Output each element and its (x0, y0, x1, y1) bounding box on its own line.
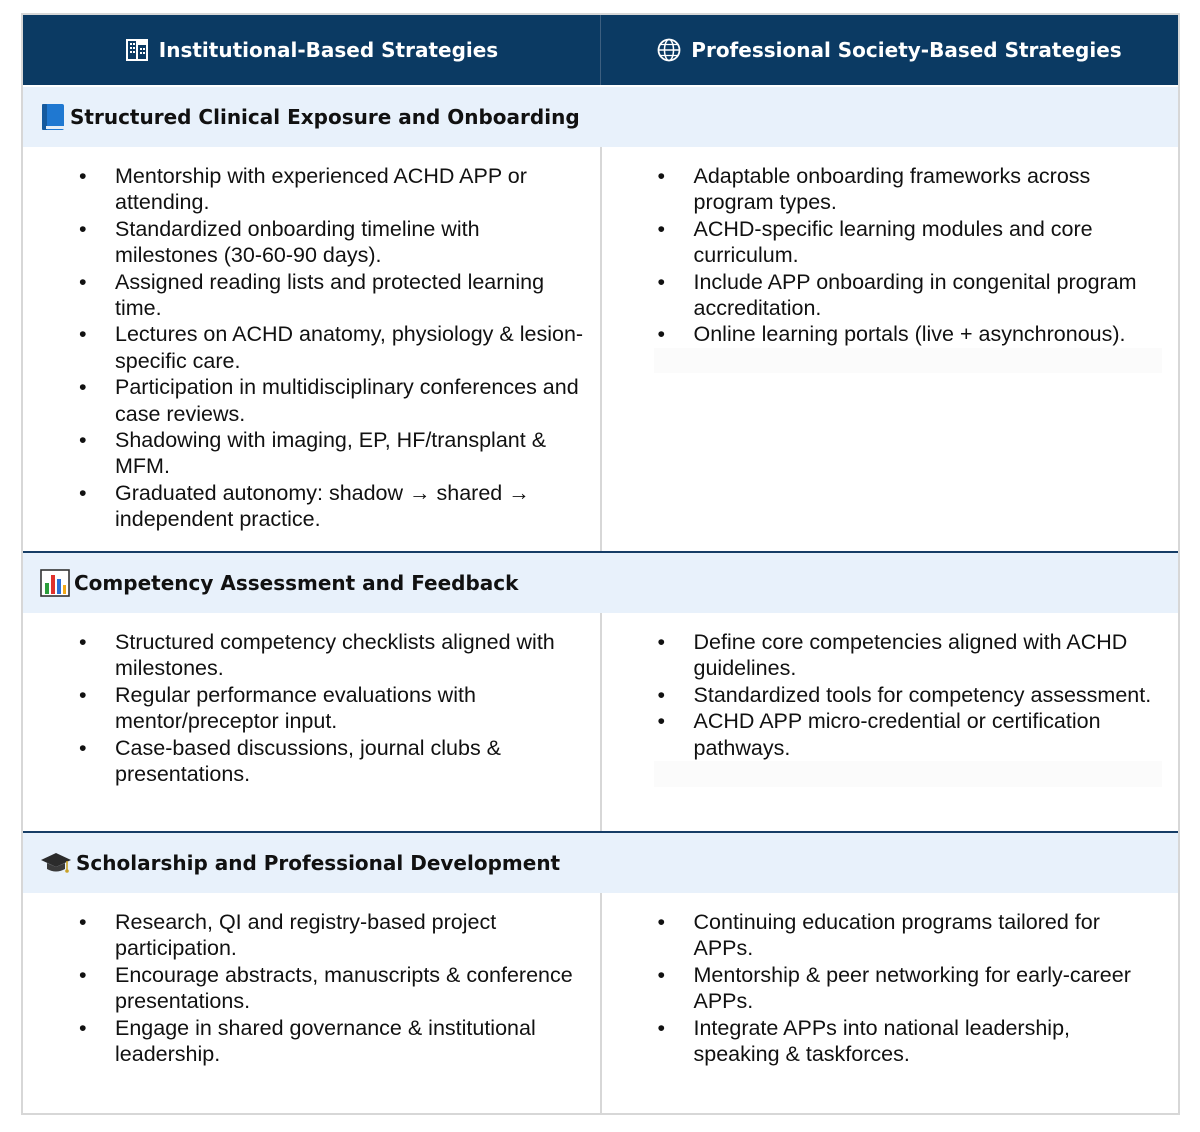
bullet-box (654, 629, 1163, 761)
graduation-cap-icon (40, 850, 72, 876)
section-title-scholarship (23, 833, 1178, 893)
office-building-icon (125, 38, 149, 62)
section-title-text: Competency Assessment and Feedback (74, 571, 519, 595)
bullet-box (654, 909, 1163, 1067)
header-left-title: Institutional-Based Strategies (158, 38, 499, 62)
bullet-box (75, 629, 584, 787)
list-item: • Shadowing with imaging, EP, HF/transplant & MFM. (75, 427, 584, 480)
institutional-cell (23, 147, 600, 552)
bullet-box (654, 163, 1163, 348)
list-item: • Graduated autonomy: shadow → shared → independent practice. (75, 480, 584, 533)
bullet-list (654, 163, 1163, 348)
section-body-clinical-exposure (23, 147, 1178, 552)
section-body-competency (23, 613, 1178, 831)
list-item: • Participation in multidisciplinary conferences and case reviews. (75, 374, 584, 427)
list-item: • Define core competencies aligned with ACHD guidelines. (654, 629, 1163, 682)
list-item: • Research, QI and registry-based project participation. (75, 909, 584, 962)
institutional-cell (23, 893, 600, 1113)
list-item: • Encourage abstracts, manuscripts & conference presentations. (75, 962, 584, 1015)
bullet-list (75, 629, 584, 787)
professional-cell (600, 893, 1179, 1113)
list-item: • Adaptable onboarding frameworks across program types. (654, 163, 1163, 216)
list-item: • ACHD APP micro-credential or certification pathways. (654, 708, 1163, 761)
bullet-list (654, 629, 1163, 761)
list-item: • Assigned reading lists and protected learning time. (75, 269, 584, 322)
header-right-title: Professional Society-Based Strategies (691, 38, 1122, 62)
list-item: • Standardized tools for competency assessment. (654, 682, 1163, 708)
section-title-text: Scholarship and Professional Development (76, 851, 561, 875)
list-item: • Online learning portals (live + asynchronous). (654, 321, 1163, 347)
bullet-list (75, 163, 584, 533)
bullet-box (75, 163, 584, 533)
list-item: • Lectures on ACHD anatomy, physiology & lesion-specific care. (75, 321, 584, 374)
section-title-competency (23, 553, 1178, 613)
bar-chart-icon (40, 569, 70, 597)
list-item: • Integrate APPs into national leadership, speaking & taskforces. (654, 1015, 1163, 1068)
bullet-box (75, 909, 584, 1067)
list-item: • Case-based discussions, journal clubs & presentations. (75, 735, 584, 788)
list-item: • Standardized onboarding timeline with milestones (30-60-90 days). (75, 216, 584, 269)
list-item: • Include APP onboarding in congenital program accreditation. (654, 269, 1163, 322)
blue-book-icon (40, 103, 66, 131)
header-cell-professional (600, 15, 1178, 85)
professional-cell (600, 147, 1179, 552)
globe-icon (657, 38, 681, 62)
section-title-clinical-exposure (23, 87, 1178, 147)
list-item: • Regular performance evaluations with mentor/preceptor input. (75, 682, 584, 735)
list-item: • ACHD-specific learning modules and core curriculum. (654, 216, 1163, 269)
list-item: • Structured competency checklists aligned with milestones. (75, 629, 584, 682)
professional-cell (600, 613, 1179, 831)
section-body-scholarship (23, 893, 1178, 1113)
list-item: • Continuing education programs tailored for APPs. (654, 909, 1163, 962)
header-cell-institutional (23, 15, 600, 85)
institutional-cell (23, 613, 600, 831)
bullet-list (75, 909, 584, 1067)
bullet-list (654, 909, 1163, 1067)
section-title-text: Structured Clinical Exposure and Onboarding (70, 105, 580, 129)
list-item: • Mentorship with experienced ACHD APP or attending. (75, 163, 584, 216)
list-item: • Mentorship & peer networking for early-career APPs. (654, 962, 1163, 1015)
table-header (23, 15, 1178, 85)
strategies-table (21, 13, 1180, 1115)
list-item: • Engage in shared governance & institutional leadership. (75, 1015, 584, 1068)
